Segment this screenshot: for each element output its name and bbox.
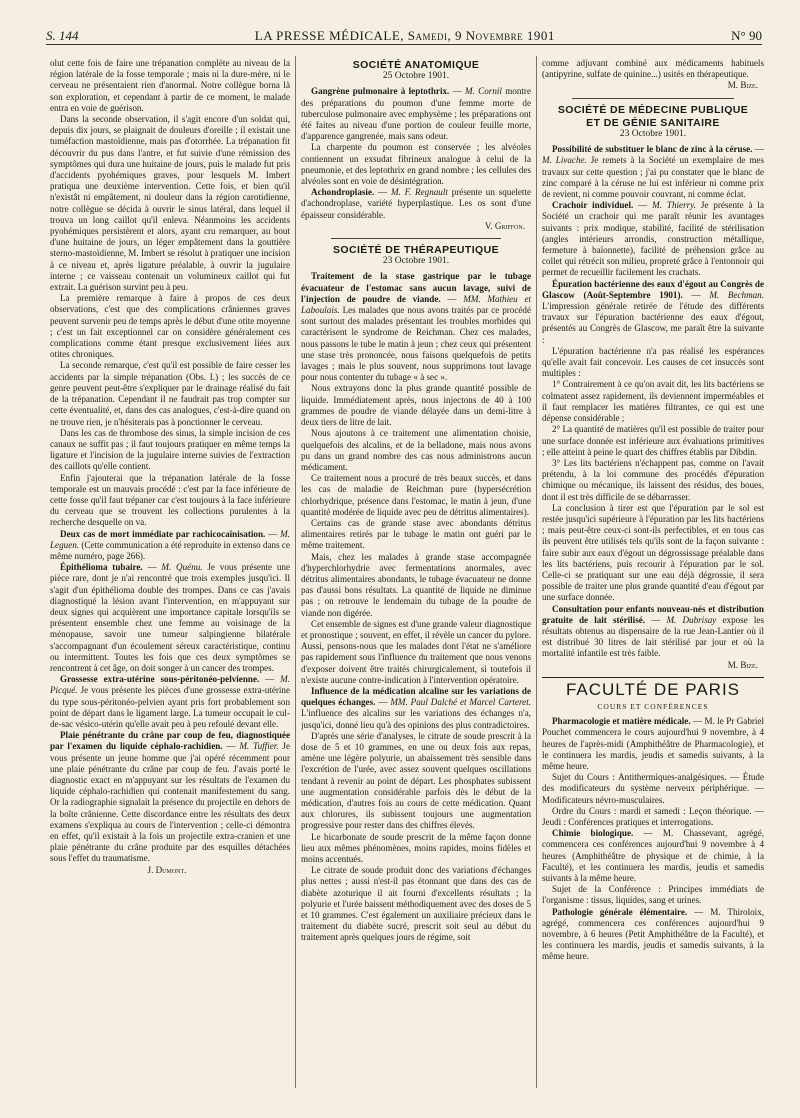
article-achondroplasie: Achondroplasie. — M. F. Regnault présente un squelette d'achondroplase, variété hyperplastique. Les os sont d'une épaisseur considérable. bbox=[301, 187, 531, 220]
article-author: M. Leguen. bbox=[50, 528, 290, 550]
article-author: M. Picqué. bbox=[50, 674, 290, 696]
article-title: Épuration bactérienne des eaux d'égout au Congrès de Glascow (Août-Septembre 1901). bbox=[542, 278, 764, 300]
paragraph: olut cette fois de faire une trépanation complète au niveau de la région latérale de la fosse temporale ; mais ni la dure-mère, ni le cerveau ne présentaient rien d'anormal. Notre collègue borna là son exploration, et cependant à partir de ce moment, le malade entra en voie de guérison. bbox=[50, 58, 290, 113]
section-title: SOCIÉTÉ DE MÉDECINE PUBLIQUE bbox=[557, 103, 749, 116]
paragraph: 2° La quantité de matières qu'il est possible de traiter pour une surface donnée est inférieure aux évaluations primitives ; elle atteint à peine le quart des chiffres établis par Dibdin. bbox=[542, 424, 764, 457]
divider bbox=[542, 677, 764, 678]
article-deux-cas: Deux cas de mort immédiate par rachicocaïnisation. — M. Leguen. (Cette communication a été reproduite in extenso dans ce même numéro, page 266). bbox=[50, 528, 290, 561]
course-pathologie: Pathologie générale élémentaire. — M. Thiroloix, agrégé, commencera ces conférences aujourd'hui 9 novembre, à 6 heures (Petit Amphithéâtre de la Faculté), et les continuera les mardis, jeudis et samedis suivants, à la même heure. bbox=[542, 906, 764, 962]
article-blanc-zinc: Possibilité de substituer le blanc de zinc à la céruse. — M. Livache. Je remets à la Société un exemplaire de mes travaux sur cette question ; j'ai pu constater que le blanc de zinc comparé à la céruse ne lui est inférieur ni comme prix de revient, ni comme pouvoir couvrant, ni comme éclat. bbox=[542, 144, 764, 200]
article-grossesse: Grossesse extra-utérine sous-péritonéo-pelvienne. — M. Picqué. Je vous présente les pièces d'une grossesse extra-utérine du type sous-péritonéo-pelvien ayant pris fort probablement son point de départ dans le ligament large. La tumeur occupait le cul-de-sac vésico-utérin qu'elle avait peu à peu refoulé devant elle. bbox=[50, 674, 290, 729]
column-1 bbox=[50, 58, 290, 1092]
paragraph: Ce traitement nous a procuré de très beaux succès, et dans les cas de maladie de Reichman pure (hypersécrétion chlorhydrique, présence dans l'estomac, le matin à jeun, d'une quantité modérée de liquide avec peu de détritus alimentaires). bbox=[301, 473, 531, 517]
paragraph: La première remarque à faire à propos de ces deux observations, c'est que des complications crâniennes graves peuvent survenir peu de temps après le début d'une otite moyenne ; c'est un fait exceptionnel car on considère généralement ces complications comme étant presque exclusivement liées aux otites chroniques. bbox=[50, 293, 290, 360]
paragraph: Dans les cas de thrombose des sinus, la simple incision de ces canaux ne suffit pas ; il faut toujours pratiquer en même temps la ligature et l'incision de la jugulaire interne suivies de l'extraction des caillots qu'elle contient. bbox=[50, 427, 290, 472]
article-title: Gangrène pulmonaire à leptothrix. bbox=[311, 86, 450, 97]
article-traitement: Traitement de la stase gastrique par le tubage évacuateur de l'estomac sans aucun lavage, suivi de l'injection de poudre de viande. — MM. Mathieu et Laboulais. Les malades que nous avons traités par ce procédé sont surtout des malades présentant les troubles morbides qui caractérisent le syndrome de Reichman. Chez ces malades, nous passons le tube le matin à jeun ; chez ceux qui présentent une stase très prononcée, nous faisons quelquefois de petits lavages ; mais le plus souvent, nous supprimons tout lavage pour nous contenter du tubage « à sec ». bbox=[301, 271, 531, 383]
section-title: ET DE GÉNIE SANITAIRE bbox=[586, 116, 720, 129]
column-2 bbox=[301, 58, 531, 1092]
paragraph: Nous ajoutons à ce traitement une alimentation choisie, quelquefois des alcalins, et de la belladone, mais nous avons pu dans un grand nombre des cas nous administrons aucun médicament. bbox=[301, 428, 531, 472]
article-epithelioma: Épithélioma tubaire. — M. Quénu. Je vous présente une pièce rare, dont je n'ai rencontré que trois exemples jusqu'ici. Il s'agit d'un épithélioma double des trompes. Dans ce cas j'avais diagnostiqué la lésion avant l'intervention, en m'appuyant sur deux signes qui acquièrent une importance capitale lorsqu'ils se présentent ensemble chez une femme au voisinage de la ménopause, savoir une tumeur salpingienne bilatérale s'accompagnant d'un écoulement séreux caractéristique, continu ou intermittent. Toutes les fois que ces deux symptômes se rencontrent à cet âge, on doit songer à un cancer des trompes. bbox=[50, 562, 290, 673]
paragraph: Enfin j'ajouterai que la trépanation latérale de la fosse temporale est un mauvais procédé : c'est par la face inférieure de cette fosse qu'il faut trépaner car c'est toujours à la face inférieure du cerveau que se trouvent les collections purulentes à la recherche desquelle on va. bbox=[50, 472, 290, 528]
article-epuration: Épuration bactérienne des eaux d'égout au Congrès de Glascow (Août-Septembre 1901). — M. Bechman. L'impression générale retirée de l'étude des différents travaux sur l'épuration bactérienne des eaux d'égout, présentés au Congrès de Glascow, me paraît être la suivante : bbox=[542, 278, 764, 345]
article-author: M. Dubrisay bbox=[666, 614, 717, 625]
paragraph: 3° Les lits bactériens n'échappent pas, comme on l'avait prétendu, à la loi commune des procédés d'épuration chimique ou mécanique, ils laissent des résidus, des boues, dont il est très difficile de se débarrasser. bbox=[542, 457, 764, 502]
paragraph: L'épuration bactérienne n'a pas réalisé les espérances qu'elle avait fait concevoir. Les causes de cet insuccès sont multiples : bbox=[542, 345, 764, 379]
article-title: Traitement de la stase gastrique par le tubage évacuateur de l'estomac sans aucun lavage, suivi de l'injection de poudre de viande. bbox=[301, 271, 531, 304]
signature: M. Bize. bbox=[727, 659, 758, 670]
paragraph: Sujet du Cours : Antithermiques-analgésiques. — Étude des modificateurs du système nerveux périphérique. — Modificateurs névro-musculaires. bbox=[542, 772, 764, 805]
column-separator bbox=[536, 56, 537, 1088]
journal-title: LA PRESSE MÉDICALE, Samedi, 9 Novembre 1901 bbox=[254, 28, 555, 43]
paragraph: Dans la seconde observation, il s'agit encore d'un soldat qui, depuis dix jours, se plaignait de douleurs d'oreille ; il existait une tuméfaction mastoïdienne, mais pas d'otorrhée. La trépanation fit découvrir du pus dans l'antre, et fut suivie d'une rémission des symptômes qui dura une huitaine de jours, puis le malade fut pris d'accidents pyohémiques graves, pour lesquels M. Imbert pratiqua une deuxième intervention. Cette fois, et bien qu'il n'existât ni empâtement, ni douleur dans la région carotidienne, notre collègue se décida à ouvrir le sinus latéral, dans lequel il trouva un long caillot qu'il enleva. Néanmoins les accidents pyohémiques persistèrent et alors, ayant cru remarquer, au bout d'une huitaine de jours, un léger empâtement dans la gouttière sterno-mastoïdienne, M. Imbert se résolut à pratiquer une incision à ce niveau et, après ligature préalable, à ouvrir la jugulaire interne ; ce vaisseau contenait un volumineux caillot qui fut extrait. La guérison survint peu à peu. bbox=[50, 114, 290, 293]
article-crachoir: Crachoir individuel. — M. Thierry. Je présente à la Société un crachoir qui me paraît réunir les avantages suivants : prix modique, stabilité, facilité de stérilisation (angles intérieurs arrondis, construction métallique, fermeture à baïonnette), facilité de préhension grâce au collet qui rétrécit son milieu, propreté grâce à l'entonnoir qui permet de recueillir facilement les crachats. bbox=[542, 200, 764, 278]
paragraph: 1° Contrairement à ce qu'on avait dit, les lits bactériens se colmatent assez rapidement, ils deviennent imperméables et il faut remplacer les matières filtrantes, ce qui est une dépense considérable ; bbox=[542, 379, 764, 424]
article-author: M. Thierry. bbox=[652, 200, 696, 211]
issue-number: N° 90 bbox=[731, 28, 762, 43]
signature: V. Griffon. bbox=[484, 220, 525, 231]
divider bbox=[331, 238, 501, 239]
paragraph: Le citrate de soude produit donc des variations d'échanges plus nettes ; aussi n'est-il pas étonnant que dans des cas de diabète azoturique il ait fourni d'excellents résultats ; la polyurie et l'urée baissent méthodiquement avec des doses de 5 et 10 grammes. C'est également un auxiliaire précieux dans le traitement du diabète sucré, prescrit soit seul au début du traitement après quelques jours de régime, soit bbox=[301, 865, 531, 943]
course-pharmacologie: Pharmacologie et matière médicale. — M. le Pr Gabriel Pouchet commencera le cours aujourd'hui 9 novembre, à 4 heures de l'après-midi (Amphithéâtre de Pharmacologie), et le continuera les mardis, jeudis et samedis suivants, à la même heure. bbox=[542, 716, 764, 771]
paragraph: comme adjuvant combiné aux médicaments habituels (antipyrine, sulfate de quinine...) usités en thérapeutique. bbox=[542, 58, 764, 80]
article-author: M. F. Regnault bbox=[390, 187, 448, 198]
article-plaie: Plaie pénétrante du crâne par coup de feu, diagnostiquée par l'examen du liquide céphalo-rachidien. — M. Tuffier. Je vous présente un jeune homme que j'ai opéré récemment pour une plaie pénétrante du crâne par coup de feu. J'avais porté le diagnostic exact en m'appuyant sur les résultats de l'examen du liquide céphalo-rachidien qui contenait manifestement du sang. Or la radiographie signalait la présence du projectile en dehors de la boîte crânienne. Cette discordance entre les résultats des deux examens s'expliqua au cours de l'intervention ; celle-ci démontra en effet, qu'il existait à la fois un projectile extra-cranien et une plaie pénétrante du crâne produite par des esquilles détachées sous l'effet du traumatisme. bbox=[50, 730, 290, 864]
page-number: S. 144 bbox=[46, 28, 79, 43]
article-title: Consultation pour enfants nouveau-nés et distribution gratuite de lait stérilisé. bbox=[542, 603, 764, 625]
paragraph: D'après une série d'analyses, le citrate de soude prescrit à la dose de 5 et 10 grammes, en une ou deux fois aux repas, amène une légère polyurie, un abaissement très sensible dans l'excrétion de l'urée, avec assez souvent quelques oscillations tendant à revenir au point de départ. Les phosphates subissent une augmentation considérable parfois dès le début de la médication, d'autres fois au cours de cette médication. Quant aux chlorures, ils subissent toujours une augmentation progressive pour rester dans des chiffres élevés. bbox=[301, 730, 531, 831]
faculty-title: FACULTÉ DE PARIS bbox=[565, 679, 741, 699]
column-separator bbox=[295, 56, 296, 1088]
article-gangrene: Gangrène pulmonaire à leptothrix. — M. Cornil montre des préparations du poumon d'une femme morte de tuberculose pulmonaire avec emphysème ; les préparations ont été faites au niveau d'une portion de couleur feuille morte, d'apparence gangrenée, mais sans odeur. bbox=[301, 86, 531, 142]
section-title: SOCIÉTÉ DE THÉRAPEUTIQUE bbox=[333, 244, 499, 257]
article-author: M. Bechman. bbox=[709, 289, 764, 300]
article-title: Possibilité de substituer le blanc de zinc à la céruse. bbox=[552, 144, 753, 155]
page-header bbox=[46, 22, 762, 45]
article-title: Deux cas de mort immédiate par rachicocaïnisation. bbox=[60, 528, 266, 539]
article-title: Achondroplasie. bbox=[311, 187, 375, 198]
paragraph: La seconde remarque, c'est qu'il est possible de faire cesser les accidents par la simple trépanation (Obs. I.) ; les succès de ce genre peuvent peut-être s'expliquer par le drainage réalisé du fait de la trépanation. Cependant il ne faudrait pas trop compter sur cette éventualité, et, dans des cas analogues, c'est-à-dire quand on ne trouve rien, je n'hésiterais pas à ponctionner le cerveau. bbox=[50, 360, 290, 427]
article-author: M. Livache. bbox=[542, 155, 587, 166]
article-author: MM. Mathieu et Laboulais. bbox=[301, 293, 531, 316]
paragraph: Le bicarbonate de soude prescrit de la même façon donne lieu aux mêmes phénomènes, moins rapides, moins fidèles et moins accentués. bbox=[301, 831, 531, 865]
section-date: 23 Octobre 1901. bbox=[382, 256, 450, 267]
course-chimie: Chimie biologique. — M. Chassevant, agrégé, commencera ces conférences aujourd'hui 9 novembre à 4 heures (Amphithéâtre de physique et de chimie, à la Faculté), et les continuera les mardis, jeudis et samedis suivants à la même heure. bbox=[542, 828, 764, 884]
paragraph: La charpente du poumon est conservée ; les alvéoles contiennent un exsudat fibrineux analogue à celui de la pneumonie, et des leptothrix en grand nombre ; les cellules des alvéoles sont en voie de désintégration. bbox=[301, 142, 531, 187]
paragraph: Cet ensemble de signes est d'une grande valeur diagnostique et pronostique ; souvent, en effet, il révèle un cancer du pylore. Aussi, pensons-nous que les malades dont l'état ne s'améliore pas rapidement sous l'influence du traitement que nous venons d'exposer doivent être traités chirurgicalement, si toutefois il n'existe aucune contre-indication à l'intervention opératoire. bbox=[301, 618, 531, 685]
course-title: Pathologie générale élémentaire. bbox=[552, 906, 688, 917]
article-consultation: Consultation pour enfants nouveau-nés et distribution gratuite de lait stérilisé. — M. Dubrisay expose les résultats obtenus au dispensaire de la rue Jean-Lantier où il est distribué 30 litres de lait stérilisé par jour et où la mortalité infantile est très faible. bbox=[542, 603, 764, 659]
article-title: Influence de la médication alcaline sur les variations de quelques échanges. bbox=[301, 685, 531, 708]
section-title: SOCIÉTÉ ANATOMIQUE bbox=[352, 59, 480, 71]
paragraph: La conclusion à tirer est que l'épuration par le sol est restée jusqu'ici supérieure à l'épuration par les lits bactériens ; mais peut-être ceux-ci sont-ils perfectibles, et en tous cas ils peuvent être utilisés tels qu'ils sont de la façon suivante : faire subir aux eaux d'égout un dégrossissage préalable dans les lits bactériens, puis recourir à l'épuration par le sol. Celle-ci se pratiquant sur une eau déjà dégrossie, il sera possible de traiter une plus grande quantité d'eau d'égout par une surface donnée. bbox=[542, 502, 764, 603]
paragraph: Mais, chez les malades à grande stase accompagnée d'hyperchlorhydrie avec fermentations anormales, avec détritus alimentaires abondants, le tubage évacuateur ne donne pas d'aussi bons résultats. La quantité de liquide ne diminue pas ; on retrouve le lendemain du tubage de la poudre de viande non digérée. bbox=[301, 551, 531, 618]
paragraph: Ordre du Cours : mardi et samedi : Leçon théorique. — Jeudi : Conférences pratiques et interrogations. bbox=[542, 805, 764, 827]
article-title: Plaie pénétrante du crâne par coup de feu, diagnostiquée par l'examen du liquide céphalo-rachidien. bbox=[50, 730, 290, 752]
paragraph: Nous extrayons donc la plus grande quantité possible de liquide. Immédiatement après, nous injectons de 40 à 100 grammes de poudre de viande délayée dans un demi-litre à deux tiers de litre de lait. bbox=[301, 383, 531, 428]
section-date: 23 Octobre 1901. bbox=[619, 129, 687, 140]
article-title: Grossesse extra-utérine sous-péritonéo-pelvienne. bbox=[60, 674, 260, 685]
article-author: M. Quénu. bbox=[161, 562, 203, 573]
article-author: M. Cornil bbox=[465, 86, 502, 97]
article-title: Crachoir individuel. bbox=[552, 200, 634, 211]
course-title: Pharmacologie et matière médicale. bbox=[552, 716, 691, 727]
divider bbox=[572, 98, 734, 99]
article-author: MM. Paul Dalché et Marcel Carteret. bbox=[390, 697, 531, 708]
faculty-subtitle: COURS ET CONFÉRENCES bbox=[597, 701, 709, 711]
column-3 bbox=[542, 58, 764, 1092]
paragraph: Certains cas de grande stase avec abondants détritus alimentaires retirés par le tubage le matin ont guéri par le même traitement. bbox=[301, 517, 531, 551]
article-influence: Influence de la médication alcaline sur les variations de quelques échanges. — MM. Paul Dalché et Marcel Carteret. L'influence des alcalins sur les variations des échanges n'a, jusqu'ici, donné lieu qu'à des opinions des plus contradictoires. bbox=[301, 685, 531, 730]
section-date: 25 Octobre 1901. bbox=[382, 71, 450, 82]
article-title: Épithélioma tubaire. bbox=[60, 562, 143, 573]
signature: M. Bize. bbox=[727, 80, 758, 91]
paragraph: Sujet de la Conférence : Principes immédiats de l'organisme : tissus, liquides, sang et urines. bbox=[542, 884, 764, 906]
course-title: Chimie biologique. bbox=[552, 828, 634, 839]
signature: J. Dumont. bbox=[147, 864, 187, 875]
article-author: M. Tuffier. bbox=[239, 741, 279, 752]
